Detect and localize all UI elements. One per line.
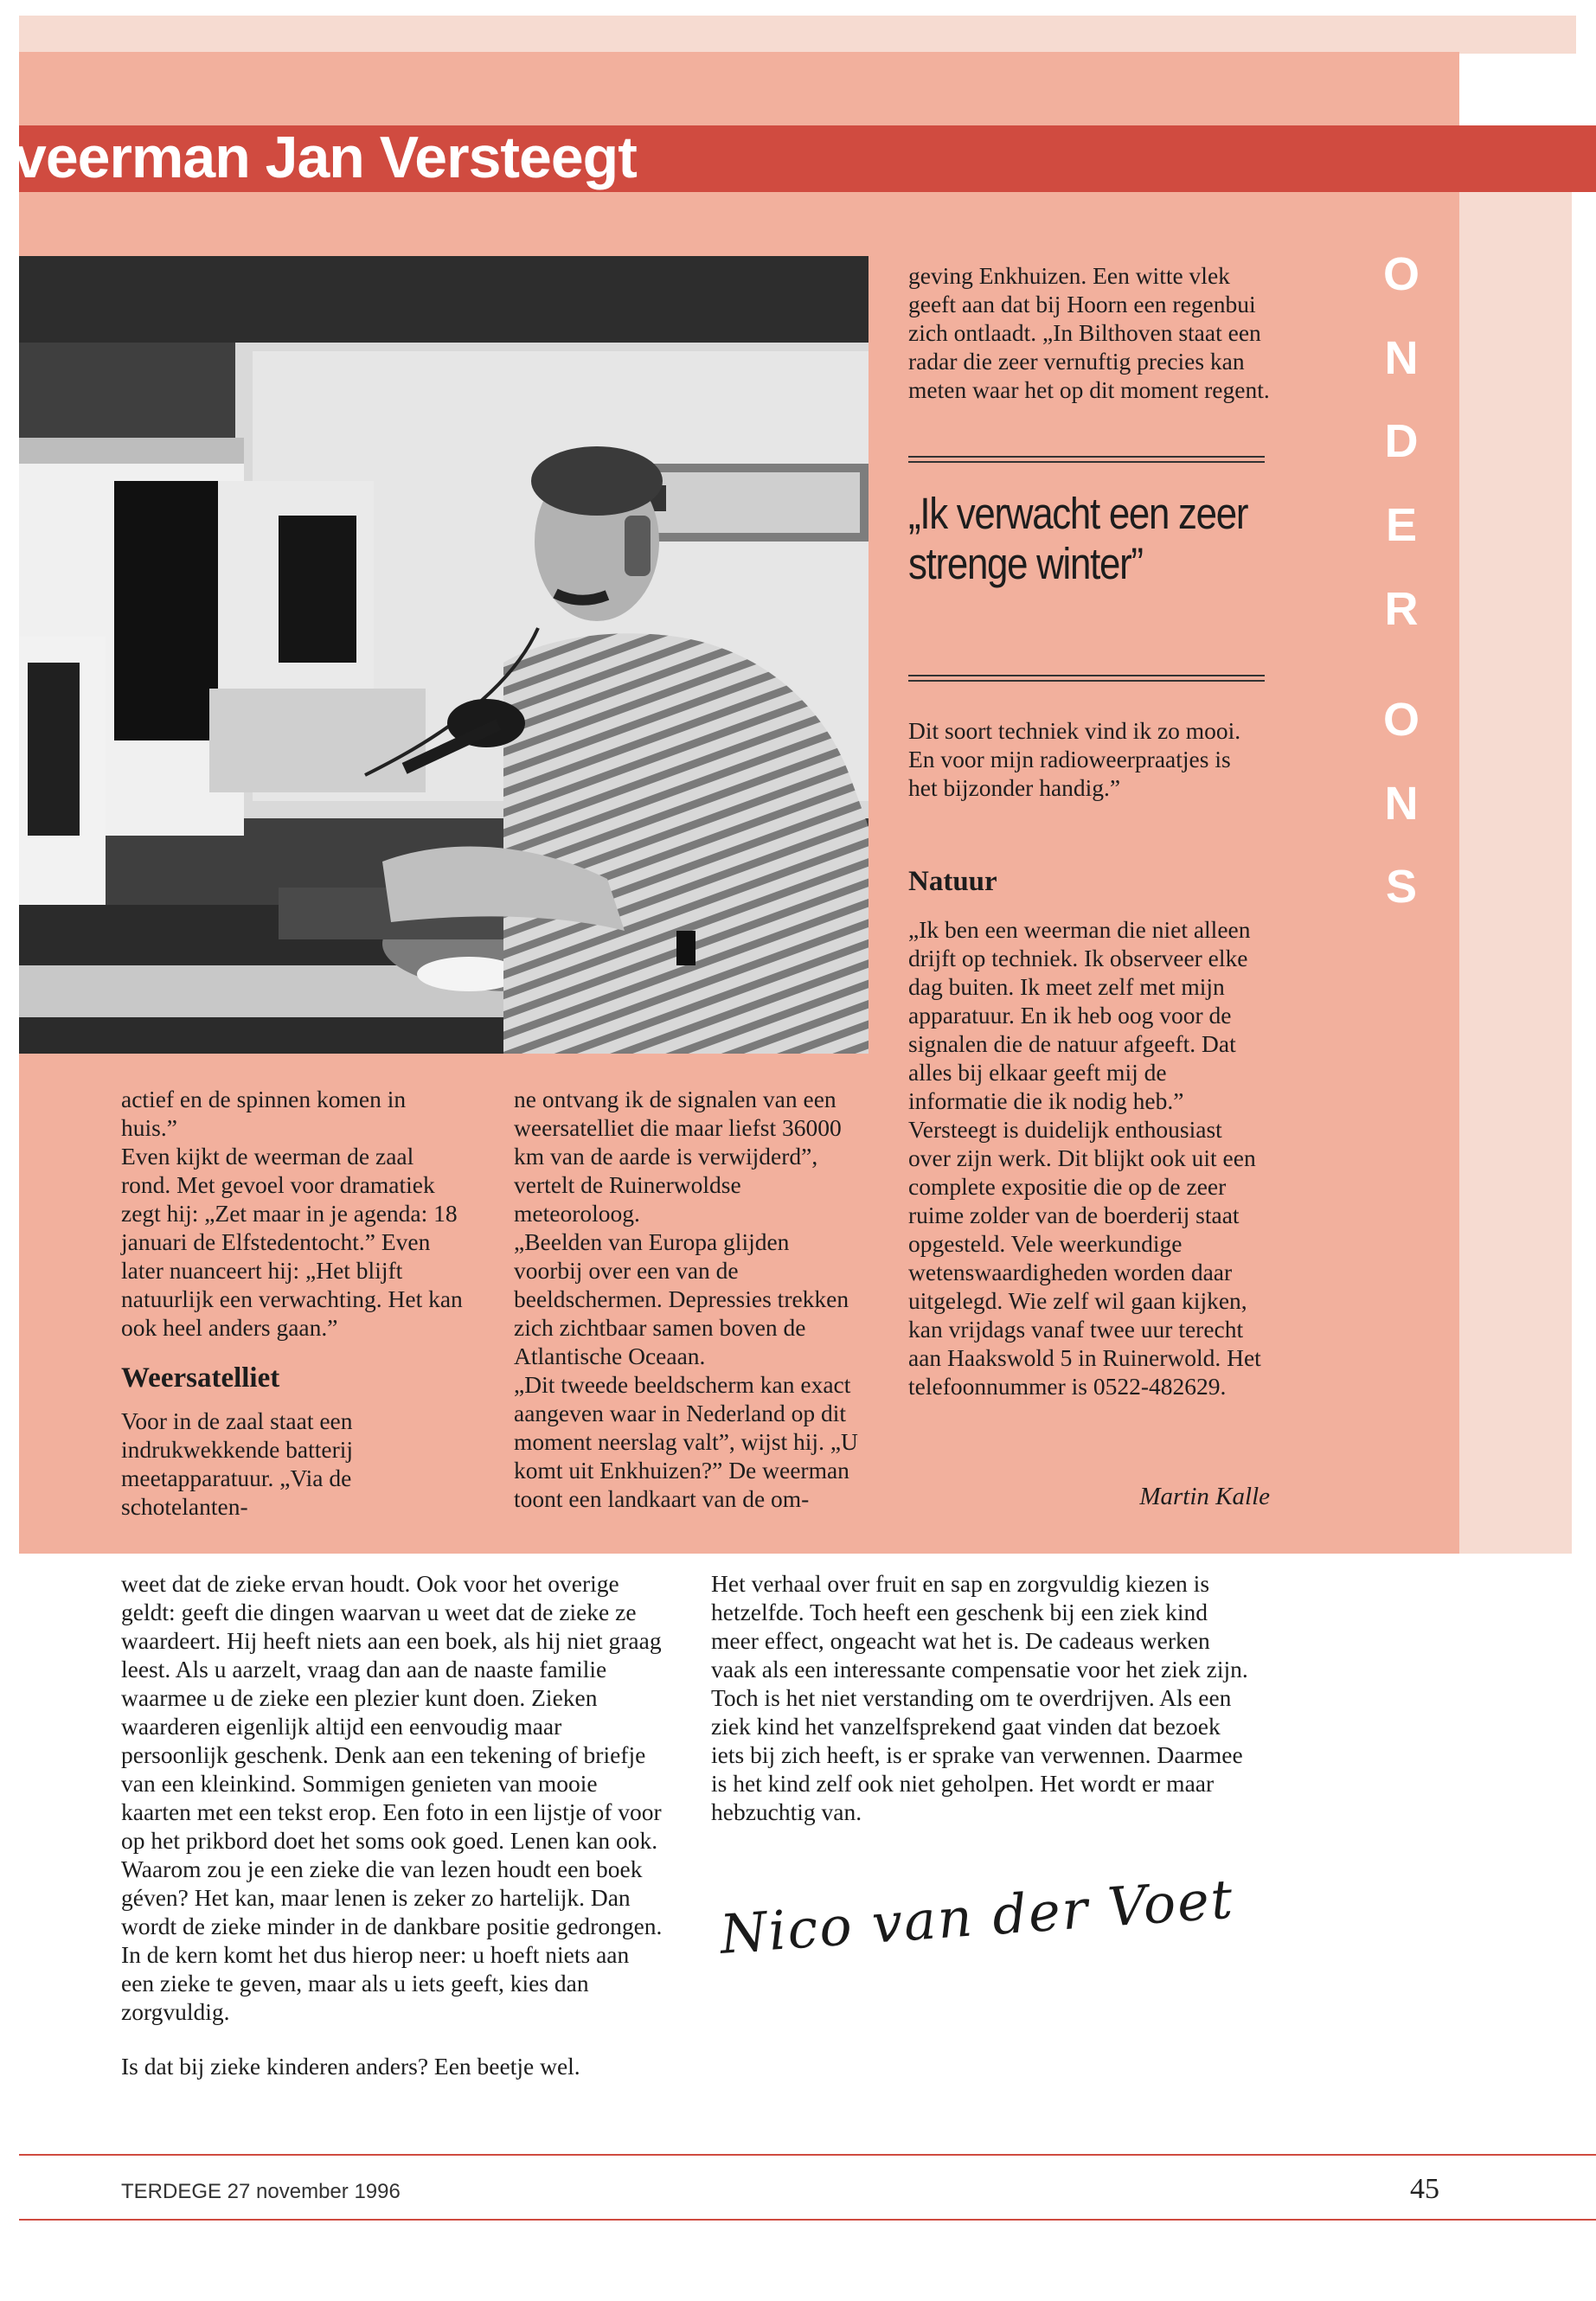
bottom-left-column xyxy=(121,1569,666,2080)
author-byline: Martin Kalle xyxy=(1139,1483,1270,1510)
publication-info: TERDEGE 27 november 1996 xyxy=(121,2180,401,2203)
body-text: Voor in de zaal staat een indrukwekkende batterij meetapparatuur. „Via de schotelanten- xyxy=(121,1407,354,1520)
body-text: weet dat de zieke ervan houdt. Ook voor het overige geldt: geeft die dingen waarvan u weet dat de zieke ze waardeert. Hij heeft niets aan een boek, als hij niet graag leest. Als u aarzelt, vraag dan aan de naaste familie waarmee u de zieke een plezier kunt doen. Zieken waarderen eigenlijk altijd een eenvoudig maar persoonlijk geschenk. Denk aan een tekening of briefje van een kleinkind. Sommigen genieten van mooie kaarten met een tekst erop. Een foto in een lijstje of voor op het prikbord doet het soms ook goed. Lenen kan ook. Waarom zou je een zieke die van lezen houdt een boek géven? Het kan, maar lenen is zeker zo hartelijk. Dan wordt de zieke minder in de dankbare positie gedrongen. In de kern komt het dus hierop neer: u hoeft niets aan een zieke te geven, maar als u iets geeft, kies dan zorgvuldig. xyxy=(121,1570,663,2025)
vertical-letter: D xyxy=(1384,415,1419,467)
vertical-letter: O xyxy=(1382,694,1420,746)
subhead-natuur: Natuur xyxy=(908,866,997,897)
vertical-letter: N xyxy=(1384,332,1419,384)
body-text: Dit soort techniek vind ik zo mooi. En voor mijn radioweerpraatjes is het bijzonder handig.” xyxy=(908,717,1241,801)
vertical-letter: O xyxy=(1382,248,1420,300)
footer-rule-bottom xyxy=(19,2219,1596,2221)
page-number: 45 xyxy=(1410,2173,1439,2205)
natuur-column xyxy=(908,915,1267,1400)
section-label-vertical xyxy=(1358,248,1445,913)
signature: Nico van der Voet xyxy=(718,1867,1236,1966)
divider xyxy=(908,675,1265,682)
bottom-right-column xyxy=(711,1569,1256,1826)
body-text: ne ontvang ik de signalen van een weersatelliet die maar liefst 36000 km van de aarde is verwijderd”, vertelt de Ruinerwoldse meteoroloog. xyxy=(514,1086,842,1227)
vertical-letter: N xyxy=(1384,778,1419,830)
top-right-column xyxy=(908,261,1280,404)
body-text: „Ik ben een weerman die niet alleen drijft op techniek. Ik observeer elke dag buiten. Ik meet zelf met mijn apparatuur. En ik heb oog voor de signalen die de natuur afgeeft. Dat alles bij elkaar geeft mij de informatie die ik nodig heb.” Versteegt is duidelijk enthousiast over zijn werk. Dit blijkt ook uit een complete expositie die op de zeer ruime zolder van de boerderij staat opgesteld. Vele weerkundige wetenswaardigheden worden daar uitgelegd. Wie zelf wil gaan kijken, kan vrijdags vanaf twee uur terecht aan Haakswold 5 in Ruinerwold. Het telefoonnummer is 0522-482629. xyxy=(908,916,1261,1400)
vertical-letter: E xyxy=(1385,499,1418,551)
body-text: geving Enkhuizen. Een witte vlek geeft aan dat bij Hoorn een regenbui zich ontlaadt. „In Bilthoven staat een radar die zeer vernuftig precies kan meten waar het op dit moment regent. xyxy=(908,262,1270,403)
pull-quote: „Ik verwacht een zeer strenge winter” xyxy=(908,489,1248,588)
right-column-text xyxy=(908,716,1263,802)
left-column xyxy=(121,1085,467,1521)
subhead-weersatelliet: Weersatelliet xyxy=(121,1362,280,1394)
body-text: actief en de spinnen komen in huis.” xyxy=(121,1086,407,1141)
footer-rule-top xyxy=(19,2154,1596,2156)
vertical-letter: S xyxy=(1385,861,1418,913)
divider xyxy=(908,456,1265,463)
body-text: „Dit tweede beeldscherm kan exact aangeven waar in Nederland op dit moment neerslag valt”, wijst hij. „U komt uit Enkhuizen?” De weerman toont een landkaart van de om- xyxy=(514,1371,858,1512)
middle-column xyxy=(514,1085,860,1513)
page-title: veerman Jan Versteegt xyxy=(14,125,637,190)
weatherman-photo xyxy=(19,256,869,1054)
body-text: Even kijkt de weerman de zaal rond. Met gevoel voor dramatiek zegt hij: „Zet maar in je agenda: 18 januari de Elfstedentocht.” Even later nuanceert hij: „Het blijft natuurlijk een verwachting. Het kan ook heel anders gaan.” xyxy=(121,1143,463,1341)
body-text: Is dat bij zieke kinderen anders? Een beetje wel. xyxy=(121,2053,580,2080)
body-text: „Beelden van Europa glijden voorbij over een van de beeldschermen. Depressies trekken zich zichtbaar samen boven de Atlantische Oceaan. xyxy=(514,1228,849,1369)
header-bar xyxy=(14,125,1596,192)
body-text: Het verhaal over fruit en sap en zorgvuldig kiezen is hetzelfde. Toch heeft een geschenk bij een ziek kind meer effect, ongeacht wat het is. De cadeaus werken vaak als een interessante compensatie voor het ziek zijn. Toch is het niet verstanding om te overdrijven. Als een ziek kind het vanzelfsprekend gaat vinden dat bezoek iets bij zich heeft, is er sprake van verwennen. Daarmee is het kind zelf ook niet geholpen. Het wordt er maar hebzuchtig van. xyxy=(711,1570,1248,1825)
vertical-letter: R xyxy=(1384,583,1419,635)
